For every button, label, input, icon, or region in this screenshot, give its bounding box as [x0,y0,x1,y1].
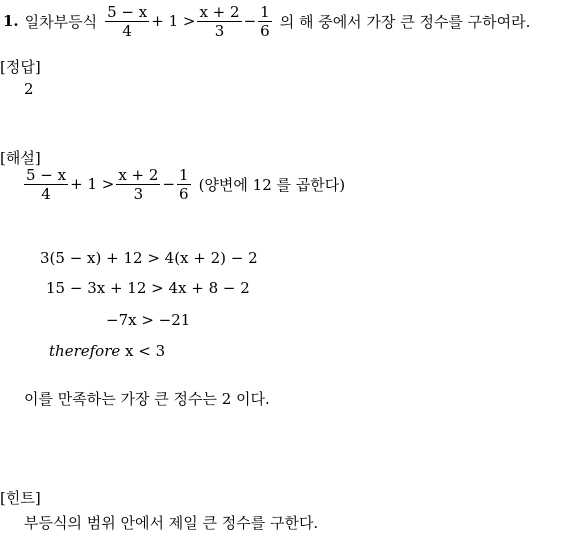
therefore-word: therefore [49,342,121,360]
fraction-denominator: 3 [116,184,160,203]
solution-step-4 [49,342,165,360]
fraction-denominator: 6 [260,21,270,40]
fraction-numerator: 5 − x [26,165,67,184]
fraction-numerator: 5 − x [107,2,148,21]
fraction-1-over-6 [258,3,272,40]
fraction-denominator: 4 [105,21,149,40]
fraction-5-minus-x-over-4 [24,166,68,203]
solution-inequality [22,163,345,205]
hint-heading: [힌트] [0,489,41,507]
fraction-numerator: 1 [179,165,189,184]
hint-text: 부등식의 범위 안에서 제일 큰 정수를 구한다. [24,514,319,532]
fraction-1-over-6 [177,166,191,203]
fraction-x-plus-2-over-3 [197,3,241,40]
problem-number: 1. [3,12,19,30]
fraction-numerator: x + 2 [118,165,159,184]
fraction-numerator: 1 [260,2,270,21]
fraction-x-plus-2-over-3 [116,166,160,203]
problem-statement [3,0,530,42]
answer-value: 2 [24,80,34,98]
answer-heading: [정답] [0,58,41,76]
solution-note: (양변에 12 를 곱한다) [198,175,346,194]
fraction-numerator: x + 2 [199,2,240,21]
minus-sign: − [162,175,176,193]
minus-sign: − [243,12,257,30]
problem-lead-text: 일차부등식 [24,12,98,31]
solution-step-3: −7x > −21 [106,311,191,329]
fraction-denominator: 6 [179,184,189,203]
fraction-denominator: 3 [197,21,241,40]
solution-conclusion: 이를 만족하는 가장 큰 정수는 2 이다. [24,390,270,408]
problem-tail-text: 의 해 중에서 가장 큰 정수를 구하여라. [279,12,531,31]
fraction-5-minus-x-over-4 [105,3,149,40]
solution-step-2: 15 − 3x + 12 > 4x + 8 − 2 [46,279,250,297]
solution-heading: [해설] [0,149,41,167]
inequality-operator: + 1 > [70,175,115,193]
therefore-result: x < 3 [125,342,166,360]
inequality-operator: + 1 > [151,12,196,30]
fraction-denominator: 4 [24,184,68,203]
solution-step-1: 3(5 − x) + 12 > 4(x + 2) − 2 [40,249,258,267]
